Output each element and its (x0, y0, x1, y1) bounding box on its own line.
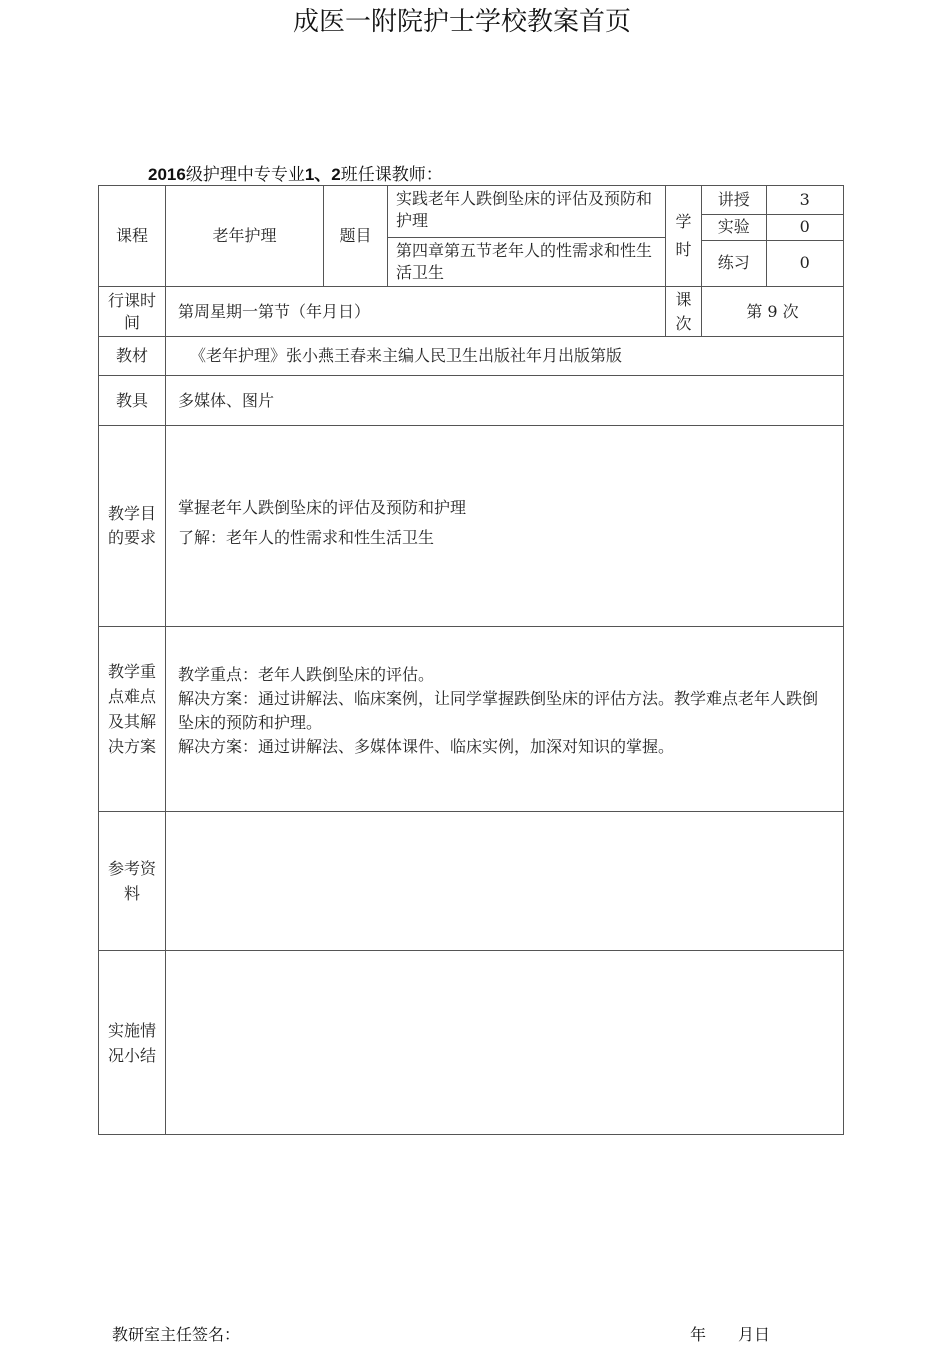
director-signature-label: 教研室主任签名： (112, 1325, 241, 1344)
focus-line-3: 解决方案：通过讲解法、多媒体课件、临床实例，加深对知识的掌握。 (178, 737, 675, 756)
course-label: 课程 (99, 186, 166, 287)
focus-content (166, 627, 844, 812)
summary-label: 实施情况小结 (107, 1020, 156, 1065)
course-row (99, 186, 844, 287)
hours-lecture-value: 3 (799, 189, 810, 209)
focus-line-2: 解决方案：通过讲解法、临床案例，让同学掌握跌倒坠床的评估方法。教学难点老年人跌倒坠床的预防和护理。 (178, 689, 819, 732)
goals-line-1: 掌握老年人跌倒坠床的评估及预防和护理 (178, 498, 467, 517)
focus-label-cell (99, 627, 166, 812)
hours-breakdown (702, 186, 844, 287)
time-label: 行课时间 (99, 287, 166, 337)
time-row (99, 287, 844, 337)
summary-content (166, 951, 844, 1135)
hours-practice-label: 练习 (702, 240, 766, 286)
textbook-label: 教材 (99, 337, 166, 376)
hours-lab-row (702, 214, 843, 240)
hours-label-cell (666, 186, 702, 287)
session-count-value: 第 9 次 (702, 287, 844, 337)
class-numbers: 1、2 (304, 165, 341, 184)
goals-label-cell (99, 426, 166, 627)
lesson-plan-table (98, 185, 844, 1135)
session-count-label: 课次 (675, 289, 692, 333)
goals-label: 教学目的要求 (107, 504, 156, 547)
references-label: 参考资料 (107, 859, 156, 903)
topic-label: 题目 (339, 226, 372, 245)
summary-label-cell (99, 951, 166, 1135)
tools-value: 多媒体、图片 (166, 376, 844, 426)
tools-row (99, 376, 844, 426)
grade-year: 2016 (148, 165, 186, 184)
hours-lecture-row (702, 186, 843, 214)
hours-label: 学时 (675, 212, 692, 259)
signature-date-label: 年 月日 (690, 1325, 771, 1344)
topic-line-2: 第四章第五节老年人的性需求和性生活卫生 (388, 237, 665, 283)
references-label-cell (99, 812, 166, 951)
summary-row (99, 951, 844, 1135)
hours-practice-row (702, 240, 843, 286)
class-info-line (148, 160, 443, 185)
references-row (99, 812, 844, 951)
teacher-label: 班任课教师： (340, 165, 443, 185)
focus-label: 教学重点难点及其解决方案 (107, 662, 156, 756)
hours-lecture-label: 讲授 (702, 186, 766, 214)
time-value: 第周星期一第节（年月日） (166, 287, 666, 337)
hours-practice-value: 0 (766, 240, 843, 286)
course-value: 老年护理 (166, 186, 324, 287)
topic-line-1: 实践老年人跌倒坠床的评估及预防和护理 (396, 189, 653, 230)
goals-row (99, 426, 844, 627)
textbook-row (99, 337, 844, 376)
hours-lab-label: 实验 (702, 214, 766, 240)
focus-row (99, 627, 844, 812)
program-text: 级护理中专专业 (185, 165, 305, 185)
references-content (166, 812, 844, 951)
session-count-label-cell (666, 287, 702, 337)
page-title: 成医一附院护士学校教案首页 (293, 7, 632, 37)
goals-content (166, 426, 844, 627)
topic-label-cell (324, 186, 388, 287)
goals-line-2: 了解：老年人的性需求和性生活卫生 (178, 528, 435, 547)
hours-lab-value: 0 (766, 214, 843, 240)
tools-label: 教具 (99, 376, 166, 426)
topic-cell (388, 186, 666, 287)
focus-line-1: 教学重点：老年人跌倒坠床的评估。 (178, 665, 435, 684)
textbook-value: 《老年护理》张小燕王春来主编人民卫生出版社年月出版第版 (166, 337, 844, 376)
